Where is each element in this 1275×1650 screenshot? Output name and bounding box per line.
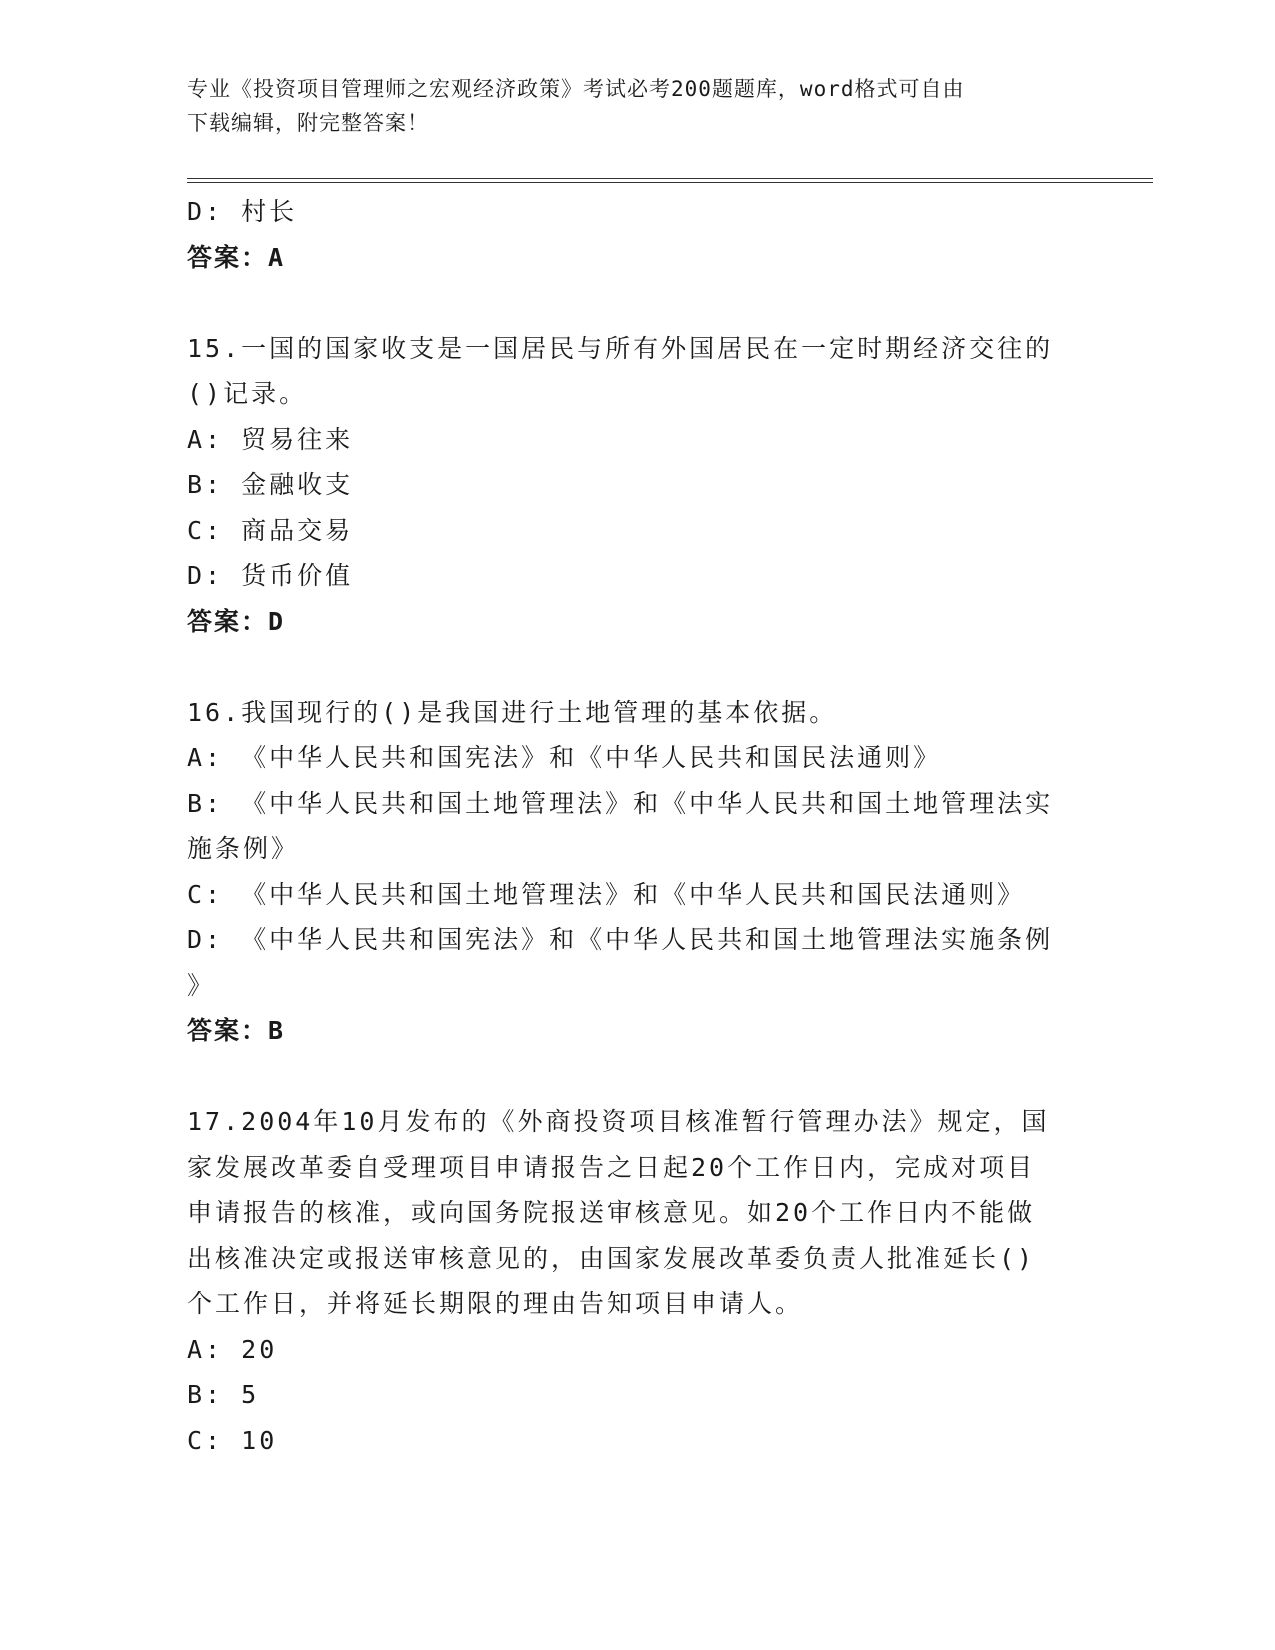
question-17 xyxy=(187,1099,1067,1463)
option-c: C: 10 xyxy=(187,1425,278,1455)
prev-option-d: D: 村长 xyxy=(187,197,298,226)
spacer xyxy=(187,1054,1067,1100)
spacer xyxy=(187,644,1067,690)
answer: 答案：D xyxy=(187,606,286,636)
option-c: C: 商品交易 xyxy=(187,515,354,545)
option-a: A: 20 xyxy=(187,1334,278,1364)
option-d: D: 《中华人民共和国宪法》和《中华人民共和国土地管理法实施条例 xyxy=(187,925,1054,954)
document-body xyxy=(187,189,1067,1463)
option-c: C: 《中华人民共和国土地管理法》和《中华人民共和国民法通则》 xyxy=(187,879,1026,909)
prev-answer: 答案：A xyxy=(187,242,286,272)
question-stem-line: 个工作日，并将延长期限的理由告知项目申请人。 xyxy=(187,1289,804,1318)
option-b: B: 金融收支 xyxy=(187,470,354,499)
answer: 答案：B xyxy=(187,1016,286,1045)
option-b-continued: 施条例》 xyxy=(187,834,300,863)
question-stem-line: ()记录。 xyxy=(187,379,308,408)
question-stem-line: 申请报告的核准，或向国务院报送审核意见。如20个工作日内不能做 xyxy=(187,1198,1036,1227)
question-stem-line: 17.2004年10月发布的《外商投资项目核准暂行管理办法》规定，国 xyxy=(187,1107,1050,1136)
header-rule-bottom xyxy=(187,182,1153,183)
question-stem-line: 出核准决定或报送审核意见的，由国家发展改革委负责人批准延长() xyxy=(187,1243,1036,1273)
question-stem-line: 家发展改革委自受理项目申请报告之日起20个工作日内，完成对项目 xyxy=(187,1152,1036,1182)
option-a: A: 《中华人民共和国宪法》和《中华人民共和国民法通则》 xyxy=(187,743,942,772)
question-stem-line: 16.我国现行的()是我国进行土地管理的基本依据。 xyxy=(187,697,838,727)
header-line-2: 下载编辑，附完整答案！ xyxy=(187,111,429,135)
option-d-continued: 》 xyxy=(187,970,216,1000)
question-16 xyxy=(187,690,1067,1054)
question-stem-line: 15.一国的国家收支是一国居民与所有外国居民在一定时期经济交往的 xyxy=(187,333,1054,363)
header-line-1: 专业《投资项目管理师之宏观经济政策》考试必考200题题库，word格式可自由 xyxy=(187,77,965,101)
question-15 xyxy=(187,326,1067,645)
option-b: B: 《中华人民共和国土地管理法》和《中华人民共和国土地管理法实 xyxy=(187,788,1054,818)
option-d: D: 货币价值 xyxy=(187,561,354,590)
option-a: A: 贸易往来 xyxy=(187,424,354,454)
option-b: B: 5 xyxy=(187,1380,260,1409)
spacer xyxy=(187,280,1067,326)
document-header xyxy=(187,72,1067,140)
header-rule-top xyxy=(187,178,1153,179)
